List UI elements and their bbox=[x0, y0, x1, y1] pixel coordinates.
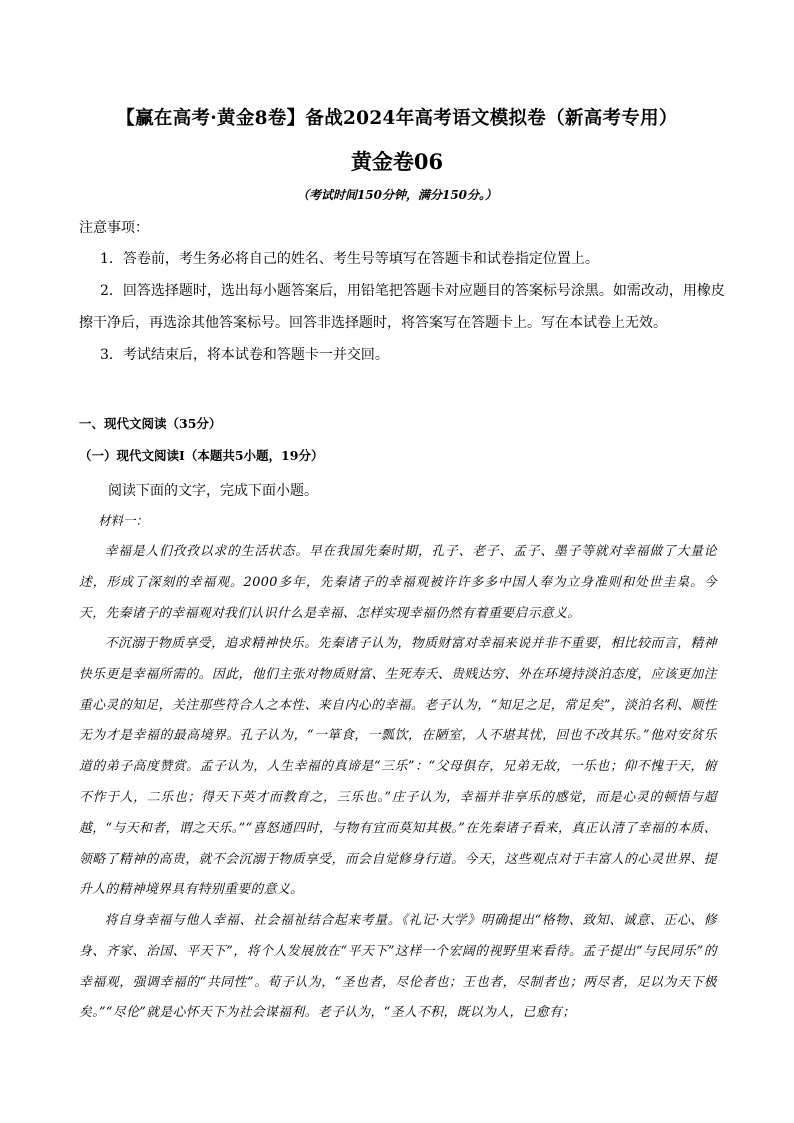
paragraph-1: 幸福是人们孜孜以求的生活状态。早在我国先秦时期，孔子、老子、孟子、墨子等就对幸福做了大量论述，形成了深刻的幸福观。2000多年，先秦诸子的幸福观被许许多多中国人奉为立身准则和处世圭臬。今天，先秦诸子的幸福观对我们认识什么是幸福、怎样实现幸福仍然有着重要启示意义。 bbox=[79, 544, 717, 621]
subsection-title: （一）现代文阅读Ⅰ（本题共5小题，19分） bbox=[79, 448, 324, 463]
paragraph-3: 将自身幸福与他人幸福、社会福祉结合起来考量。《礼记·大学》明确提出“格物、致知、诚意、正心、修身、齐家、治国、平天下”，将个人发展放在“平天下”这样一个宏阔的视野里来看待。孟子提出“与民同乐”的幸福观，强调幸福的“共同性”。荀子认为，“圣也者，尽伦者也；王也者，尽制者也；两尽者，足以为天下极矣。”“尽伦”就是心怀天下为社会谋福利。老子认为，“圣人不积，既以为人，已愈有； bbox=[79, 913, 717, 1021]
paper-title: 黄金卷06 bbox=[350, 149, 444, 174]
note-item-3: 3．考试结束后，将本试卷和答题卡一并交回。 bbox=[100, 347, 389, 363]
note-item-2: 2．回答选择题时，选出每小题答案后，用铅笔把答题卡对应题目的答案标号涂黑。如需改动，用橡皮 bbox=[100, 283, 725, 299]
exam-time-info: （考试时间150分钟，满分150分。） bbox=[296, 188, 498, 202]
note-item-2-continued: 擦干净后，再选涂其他答案标号。回答非选择题时，将答案写在答题卡上。写在本试卷上无效。 bbox=[79, 315, 667, 331]
notes-heading: 注意事项： bbox=[79, 220, 149, 236]
paragraph-2: 不沉溺于物质享受，追求精神快乐。先秦诸子认为，物质财富对幸福来说并非不重要，相比较而言，精神快乐更是幸福所需的。因此，他们主张对物质财富、生死寿夭、贵贱达穷、外在环境持淡泊态度，应该更加注重心灵的知足，关注那些符合人之本性、来自内心的幸福。老子认为，“知足之足，常足矣”，淡泊名利、顺性无为才是幸福的最高境界。孔子认为，“一箪食，一瓢饮，在陋室，人不堪其忧，回也不改其乐。”他对安贫乐道的弟子高度赞赏。孟子认为，人生幸福的真谛是“三乐”：“父母俱存，兄弟无故，一乐也；仰不愧于天，俯不怍于人，二乐也；得天下英才而教育之，三乐也。”庄子认为，幸福并非享乐的感觉，而是心灵的顿悟与超越，“与天和者，谓之天乐。”“喜怒通四时，与物有宜而莫知其极。”在先秦诸子看来，真正认清了幸福的本质、领略了精神的高贵，就不会沉溺于物质享受，而会自觉修身行道。今天，这些观点对于丰富人的心灵世界、提升人的精神境界具有特别重要的意义。 bbox=[79, 636, 717, 898]
material-label: 材料一： bbox=[98, 513, 149, 528]
section-title: 一、现代文阅读（35分） bbox=[79, 416, 222, 431]
series-title: 【赢在高考·黄金8卷】备战2024年高考语文模拟卷（新高考专用） bbox=[116, 108, 678, 129]
note-item-1: 1．答卷前，考生务必将自己的姓名、考生号等填写在答题卡和试卷指定位置上。 bbox=[100, 251, 599, 267]
reading-instruction: 阅读下面的文字，完成下面小题。 bbox=[108, 483, 318, 499]
